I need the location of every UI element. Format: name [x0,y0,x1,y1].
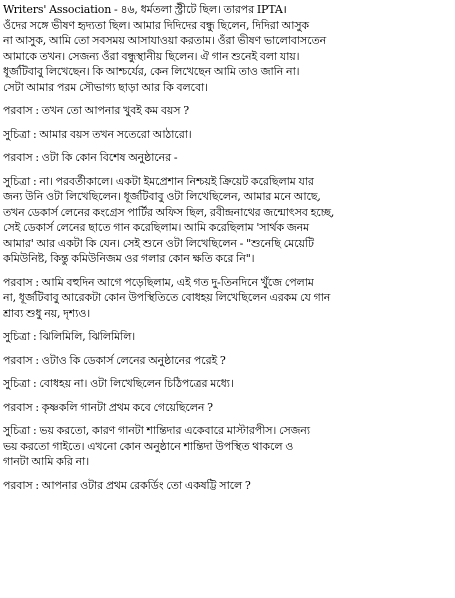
paragraph-question [3,150,452,166]
text-line: আমাকে তখন। সেজন্য ওঁরা বন্ধুস্থানীয় ছিলেন। ঐ গান শুনেই বলা যায়। [3,49,300,63]
text-line: সুচিত্রা : না। পরবর্তীকালে। একটা ইমপ্রেশান নিশ্চয়ই ক্রিয়েট করেছিলাম যার [3,174,314,188]
text-line: পরবাস : আপনার ওটার প্রথম রেকর্ডিং তো একষট্টি সালে ? [3,478,251,492]
text-line: ভয় করতো গাইতে। এখনো কোন অনুষ্ঠানে শান্তিদা উপস্থিত থাকলে ও [3,439,294,453]
text-line: শ্রাব্য শুধু নয়, দৃশ্যও। [3,306,91,320]
text-line: গানটা আমি করি না। [3,455,90,468]
paragraph-answer [3,423,452,470]
paragraph-intro [3,2,452,95]
text-line: সুচিত্রা : ঝিলিমিলি, ঝিলিমিলি। [3,330,136,343]
text-line: সেটা আমার পরম সৌভাগ্য ছাড়া আর কি বলবো। [3,80,208,94]
paragraph-answer [3,127,452,143]
paragraph-answer [3,376,452,392]
text-line: সেই ডেকার্স লেনের ছাতে গান করেছিলাম। আমি করেছিলাম 'সার্থক জনম [3,221,309,234]
text-line: পরবাস : ওটাও কি ডেকার্স লেনের অনুষ্ঠানের পরেই ? [3,353,226,367]
paragraph-question [3,275,452,322]
paragraph-question [3,478,452,494]
text-line: না আসুক, আমি তো সবসময় আসাযাওয়া করতাম। ওঁরা ভীষণ ভালোবাসতেন [3,34,327,47]
text-line: সুচিত্রা : ভয় করতো, কারণ গানটা শান্তিদার একেবারে মাস্টারপীস। সেজন্য [3,424,310,437]
text-line: আমার' আর একটা কি যেন। সেই শুনে ওটা লিখেছিলেন - "শুনেছি মেয়েটি [3,236,314,250]
text-line: কমিউনিষ্ট, কিন্তু কমিউনিজম ওর গলার কোন ক্ষতি করে নি"। [3,252,255,265]
text-line: সুচিত্রা : বোধহয় না। ওটা লিখেছিলেন চিঠিপত্রের মধ্যে। [3,377,234,390]
paragraph-question [3,353,452,369]
text-line: না, ধূর্জটিবাবু আরেকটা কোন উপস্থিতিতে বোধহয় লিখেছিলেন এরকম যে গান [3,291,331,304]
paragraph-question [3,103,452,119]
text-line: জন্য উনি ওটা লিখেছিলেন। ধূর্জটিবাবু ওটা লিখেছিলেন, আমার মনে আছে, [3,190,321,203]
text-line: সুচিত্রা : আমার বয়স তখন সতেরো আঠারো। [3,127,192,141]
text-line: পরবাস : কৃষ্ণকলি গানটা প্রথম কবে গেয়েছিলেন ? [3,400,213,414]
paragraph-question [3,400,452,416]
text-line: Writers' Association - ৪৬, ধর্মতলা স্ট্রীটে ছিল। তারপর IPTA। [3,3,287,16]
text-line: পরবাস : ওটা কি কোন বিশেষ অনুষ্ঠানের - [3,151,178,164]
text-line: তখন ডেকার্স লেনের কংগ্রেস পার্টির অফিস ছিল, রবীন্দ্রনাথের জন্মোৎসব হচ্ছে, [3,205,335,219]
text-line: পরবাস : তখন তো আপনার খুবই কম বয়স ? [3,104,189,117]
text-line: পরবাস : আমি বহুদিন আগে পড়েছিলাম, এই গত দু-তিনদিনে খুঁজে পেলাম [3,275,314,289]
text-line: ওঁদের সঙ্গে ভীষণ হৃদ্যতা ছিল। আমার দিদিদের বন্ধু ছিলেন, দিদিরা আসুক [3,18,309,32]
text-line: ধূর্জটিবাবু লিখেছেন। কি আশ্চর্যের, কেন লিখেছেন আমি তাও জানি না। [3,65,300,78]
paragraph-answer [3,174,452,267]
paragraph-answer [3,329,452,345]
